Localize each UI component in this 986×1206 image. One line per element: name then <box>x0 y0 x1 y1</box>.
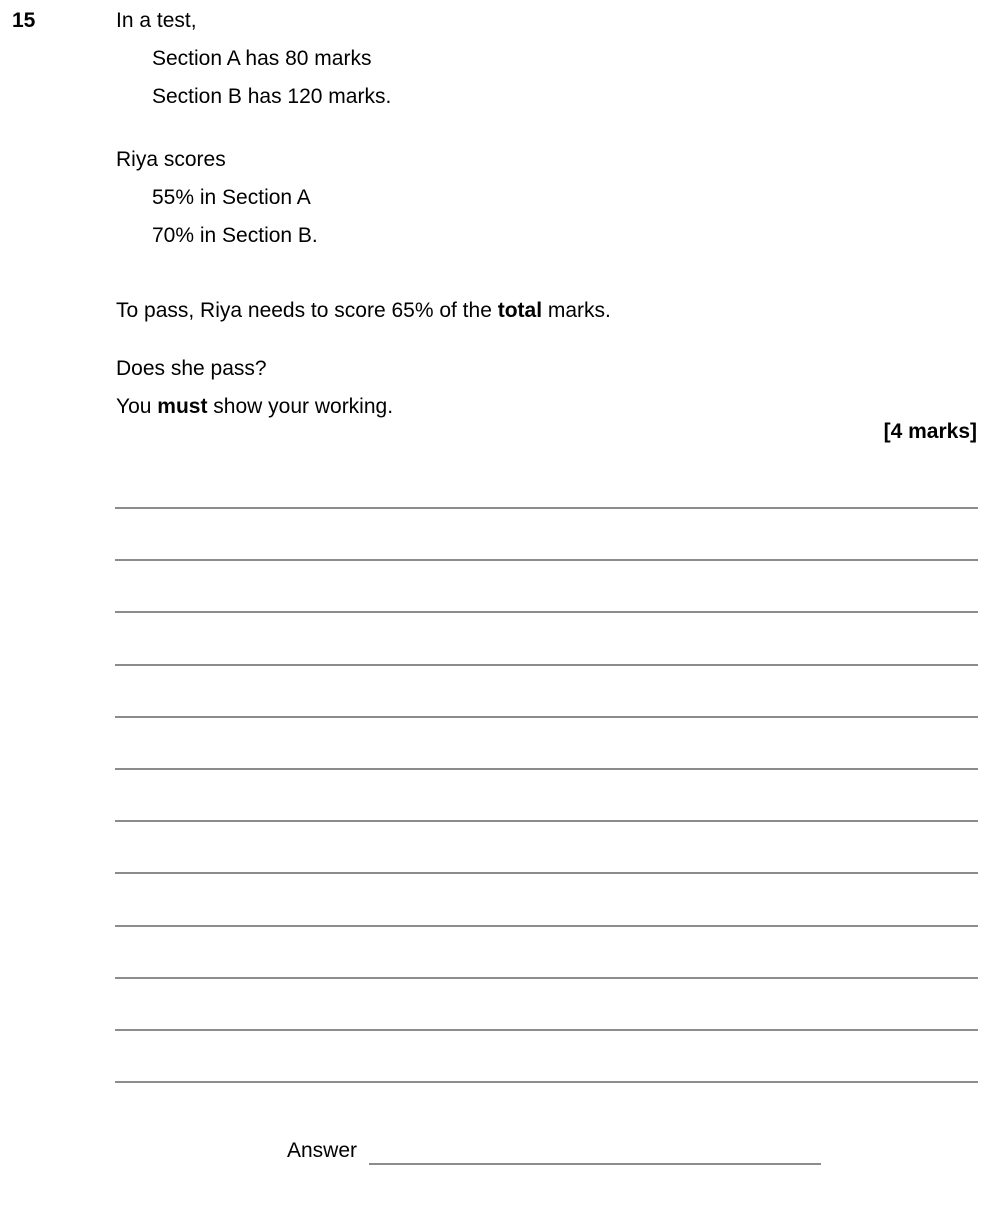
working-instruction-emphasis: must <box>157 395 208 418</box>
section-a-info: Section A has 80 marks <box>152 47 372 70</box>
working-line[interactable] <box>115 716 978 718</box>
working-instruction <box>116 393 393 421</box>
question-number: 15 <box>12 9 36 32</box>
score-section-a: 55% in Section A <box>152 186 311 209</box>
working-line[interactable] <box>115 820 978 822</box>
working-line[interactable] <box>115 611 978 613</box>
pass-condition <box>116 297 611 325</box>
pass-condition-emphasis: total <box>497 299 543 322</box>
working-line[interactable] <box>115 1081 978 1083</box>
working-line[interactable] <box>115 664 978 666</box>
answer-label: Answer <box>287 1139 358 1162</box>
working-line[interactable] <box>115 559 978 561</box>
pass-condition-end: marks. <box>542 299 611 322</box>
working-line[interactable] <box>115 507 978 509</box>
scores-intro: Riya scores <box>116 148 226 171</box>
question-intro: In a test, <box>116 9 197 32</box>
working-instruction-start: You <box>116 395 158 418</box>
score-section-b: 70% in Section B. <box>152 224 318 247</box>
question-ask: Does she pass? <box>116 357 267 380</box>
working-instruction-end: show your working. <box>207 395 394 418</box>
working-line[interactable] <box>115 977 978 979</box>
section-b-info: Section B has 120 marks. <box>152 85 392 108</box>
working-line[interactable] <box>115 925 978 927</box>
working-line[interactable] <box>115 768 978 770</box>
answer-line[interactable] <box>369 1163 821 1165</box>
marks-allocation: [4 marks] <box>883 420 977 443</box>
working-line[interactable] <box>115 1029 978 1031</box>
working-line[interactable] <box>115 872 978 874</box>
pass-condition-start: To pass, Riya needs to score 65% of the <box>116 299 498 322</box>
